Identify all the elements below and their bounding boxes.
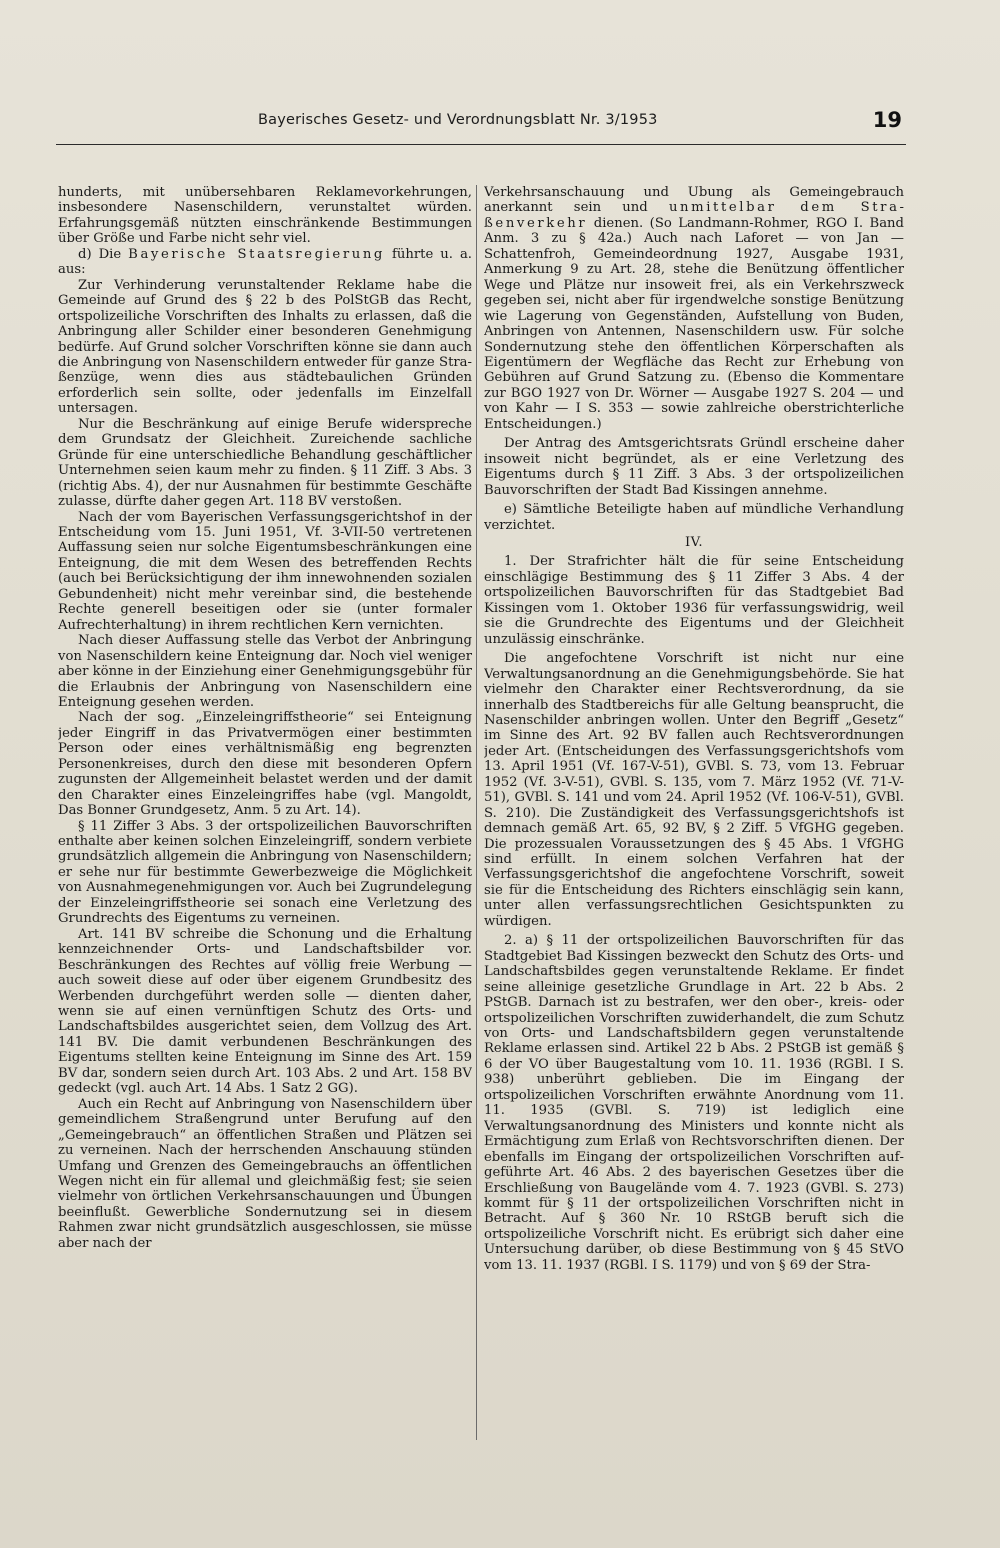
right-paragraph-1-end: dienen. (So Landmann-Rohmer, RGO I. Band Anm. 3 zu § 42a.) Auch nach Laforet — von Jan — Schattenfroh, Gemeindeordnung 1927, Ausgabe 1931, Anmerkung 9 zu Art. 28, stehe die Benützung öffentlicher Wege und Plätze nur insoweit frei, als ein Verkehrszweck gegeben sei, nicht aber für irgendwelche sonstige Benützung wie Lagerung von Gegenständen, Aufstellung von Buden, Anbringen von Antennen, Nasenschildern usw. Für solche Sondernutzung stehe den öffentlichen Körperschaften als Eigentümern der Wegfläche das Recht zur Erhebung von Gebühren auf Grund Satzung zu. (Ebenso die Kommentare zur BGO 1927 von Dr. Wörner — Ausgabe 1927 S. 204 — und von Kahr — I S. 353 — sowie zahlreiche oberstrichterliche Entscheidungen.) [484, 215, 904, 432]
right-paragraph-3: e) Sämtliche Beteiligte haben auf mündliche Verhandlung verzichtet. [484, 502, 904, 533]
left-paragraph-7: Nach der sog. „Einzeleingriffstheorie“ sei Enteignung jeder Eingriff in das Privatvermögen einer bestimmten Person oder eines verhältnismäßig eng begrenzten Personenkreises, durch den diese mit besonderen Opfern zugunsten der Allgemeinheit belastet werden und der damit den Charakter eines Einzeleingriffes habe (vgl. Mangoldt, Das Bonner Grundgesetz, Anm. 5 zu Art. 14). [58, 710, 472, 819]
journal-title: Bayerisches Gesetz- und Verordnungsblatt Nr. 3/1953 [258, 112, 658, 128]
left-paragraph-2-rest: u. a. aus: [58, 246, 472, 278]
left-paragraph-4: Nur die Beschränkung auf einige Berufe widerspreche dem Grundsatz der Gleichheit. Zureichende sachliche Gründe für eine unterschiedliche Behandlung geschäftlicher Unternehmen seien kaum mehr zu finden. § 11 Ziff. 3 Abs. 3 (richtig Abs. 4), der nur Ausnahmen für bestimmte Geschäfte zulasse, dürfte daher gegen Art. 118 BV verstoßen. [58, 416, 472, 510]
left-paragraph-6: Nach dieser Auffassung stelle das Verbot der Anbringung von Nasenschildern keine Enteignung dar. Noch viel weniger aber könne in der Einziehung einer Genehmigungsgebühr für die Erlaubnis der Anbringung von Nasenschildern eine Enteignung gesehen werden. [58, 633, 472, 710]
left-column [58, 185, 472, 1447]
left-paragraph-2-spaced: Bayerische Staatsregierung [128, 246, 385, 262]
left-paragraph-2-verb: führte [384, 246, 434, 262]
left-paragraph-8: § 11 Ziffer 3 Abs. 3 der ortspolizeilichen Bauvorschriften enthalte aber keinen solchen Einzeleingriff, sondern verbiete grundsätzlich allgemein die Anbringung von Nasenschildern; er sehe nur für bestimmte Gewerbezweige die Möglichkeit von Ausnahmegenehmigungen vor. Auch bei Zugrundelegung der Einzeleingriffstheorie sei sonach eine Verletzung des Grundrechts des Eigentums zu verneinen. [58, 818, 472, 927]
right-paragraph-4: 1. Der Strafrichter hält die für seine Entscheidung einschlägige Bestimmung des § 11 Ziffer 3 Abs. 4 der ortspolizeilichen Bauvorschriften für das Stadtgebiet Bad Kissingen vom 1. Oktober 1936 für verfassungswidrig, weil sie die Grundrechte des Eigentums und der Gleichheit unzulässig einschränke. [484, 554, 904, 647]
right-paragraph-1 [484, 185, 904, 432]
right-paragraph-6: 2. a) § 11 der ortspolizeilichen Bauvorschriften für das Stadtgebiet Bad Kissingen bezweckt den Schutz des Orts- und Landschaftsbildes gegen verunstaltende Reklame. Er findet seine alleinige gesetzliche Grundlage in Art. 22 b Abs. 2 PStGB. Darnach ist zu bestrafen, wer den ober-, kreis- oder ortspolizeilichen Vorschriften zuwiderhandelt, die zum Schutz von Orts- und Landschaftsbildern gegen verunstaltende Reklame erlassen sind. Artikel 22 b Abs. 2 PStGB ist gemäß § 6 der VO über Baugestaltung vom 10. 11. 1936 (RGBl. I S. 938) unberührt geblieben. Die im Eingang der ortspolizeilichen Vorschriften erwähnte Anordnung vom 11. 11. 1935 (GVBl. S. 719) ist lediglich eine Verwaltungsanordnung des Ministers und konnte nicht als Ermächtigung zum Erlaß von Rechtsvorschriften dienen. Der ebenfalls im Eingang der ortspolizeilichen Vorschriften aufgeführte Art. 46 Abs. 2 des bayerischen Gesetzes über die Erschließung von Baugelände vom 4. 7. 1923 (GVBl. S. 273) kommt für § 11 der ortspolizeilichen Vorschriften nicht in Betracht. Auf § 360 Nr. 10 RStGB beruft sich die ortspolizeiliche Vorschrift nicht. Es erübrigt sich daher eine Untersuchung darüber, ob diese Bestimmung von § 45 StVO vom 13. 11. 1937 (RGBl. I S. 1179) und von § 69 der Stra- [484, 933, 904, 1273]
left-paragraph-3: Zur Verhinderung verunstaltender Reklame habe die Gemeinde auf Grund des § 22 b des PolStGB das Recht, ortspolizeiliche Vorschriften des Inhalts zu erlassen, daß die Anbringung aller Schilder einer besonderen Genehmigung bedürfe. Auf Grund solcher Vorschriften könne sie dann auch die Anbringung von Nasenschildern entweder für ganze Straßenzüge, wenn dies aus städtebaulichen Gründen erforderlich sein sollte, oder jedenfalls im Einzelfall untersagen. [58, 277, 472, 417]
left-paragraph-2-prefix: d) Die [78, 246, 129, 262]
page-header [258, 110, 902, 140]
left-paragraph-5: Nach der vom Bayerischen Verfassungsgerichtshof in der Entscheidung vom 15. Juni 1951, Vf. 3-VII-50 vertretenen Auffassung seien nur solche Eigentumsbeschränkungen eine Enteignung, die mit dem Wesen des betreffenden Rechts (auch bei Berücksichtigung der ihm innewohnenden sozialen Gebundenheit) nicht mehr vereinbar sind, die bestehende Rechte generell beseitigen oder sie (unter formaler Aufrechterhaltung) in ihrem rechtlichen Kern vernichten. [58, 509, 472, 633]
right-paragraph-2: Der Antrag des Amtsgerichtsrats Gründl erscheine daher insoweit nicht begründet, als er eine Verletzung des Eigentums durch § 11 Ziff. 3 Abs. 3 der ortspolizeilichen Bauvorschriften der Stadt Bad Kissingen annehme. [484, 436, 904, 498]
section-heading: IV. [684, 534, 704, 550]
left-paragraph-9: Art. 141 BV schreibe die Schonung und die Erhaltung kennzeichnender Orts- und Landschaftsbilder vor. Beschränkungen des Rechtes auf völlig freie Werbung — auch soweit diese auf oder über eigenem Grundbesitz des Werbenden durchgeführt werden solle — dienten daher, wenn sie auf einen vernünftigen Schutz des Orts- und Landschaftsbildes ausgerichtet seien, dem Vollzug des Art. 141 BV. Die damit verbundenen Beschränkungen des Eigentums stellten keine Enteignung im Sinne des Art. 159 BV dar, sondern seien durch Art. 103 Abs. 2 und Art. 158 BV gedeckt (vgl. auch Art. 14 Abs. 1 Satz 2 GG). [58, 926, 472, 1097]
column-divider [476, 185, 477, 1440]
right-column [484, 185, 904, 1447]
right-paragraph-1-start: Verkehrsanschauung und Übung als Gemeingebrauch anerkannt sein und [484, 185, 904, 216]
right-paragraph-5: Die angefochtene Vorschrift ist nicht nur eine Verwaltungsanordnung an die Genehmigungsbehörde. Sie hat vielmehr den Charakter einer Rechtsverordnung, da sie innerhalb des Stadtbereichs für alle Geltung beansprucht, die Nasenschilder anbringen wollen. Unter den Begriff „Gesetz“ im Sinne des Art. 92 BV fallen auch Rechtsverordnungen jeder Art. (Entscheidungen des Verfassungsgerichtshofs vom 13. April 1951 (Vf. 167-V-51), GVBl. S. 73, vom 13. Februar 1952 (Vf. 3-V-51), GVBl. S. 135, vom 7. März 1952 (Vf. 71-V-51), GVBl. S. 141 und vom 24. April 1952 (Vf. 106-V-51), GVBl. S. 210). Die Zuständigkeit des Verfassungsgerichtshofs ist demnach gemäß Art. 65, 92 BV, § 2 Ziff. 5 VfGHG gegeben. Die prozessualen Voraussetzungen des § 45 Abs. 1 VfGHG sind erfüllt. In einem solchen Verfahren hat der Verfassungsgerichtshof die angefochtene Vorschrift, soweit sie für die Entscheidung des Richters einschlägig sein kann, unter allen verfassungsrechtlichen Gesichtspunkten zu würdigen. [484, 651, 904, 929]
left-paragraph-10: Auch ein Recht auf Anbringung von Nasenschildern über gemeindlichem Straßengrund unter Berufung auf den „Gemeingebrauch“ an öffentlichen Straßen und Plätzen sei zu verneinen. Nach der herrschenden Anschauung stünden Umfang und Grenzen des Gemeingebrauchs an öffentlichen Wegen nicht ein für allemal und gleichmäßig fest; sie seien vielmehr von örtlichen Verkehrsanschauungen und Übungen beeinflußt. Gewerbliche Sondernutzung sei in diesem Rahmen zwar nicht grundsätzlich ausgeschlossen, sie müsse aber nach der [58, 1096, 472, 1251]
header-rule [56, 144, 906, 145]
left-paragraph-2 [58, 247, 472, 278]
right-paragraph-1-spaced: unmittelbar dem Straßenverkehr [484, 200, 904, 231]
page-number: 19 [872, 108, 902, 132]
left-paragraph-1: hunderts, mit unübersehbaren Reklamevorkehrungen, insbesondere Nasenschildern, verunstaltet würden. Erfahrungsgemäß nützten einschränkende Bestimmungen über Größe und Farbe nicht sehr viel. [58, 185, 472, 247]
